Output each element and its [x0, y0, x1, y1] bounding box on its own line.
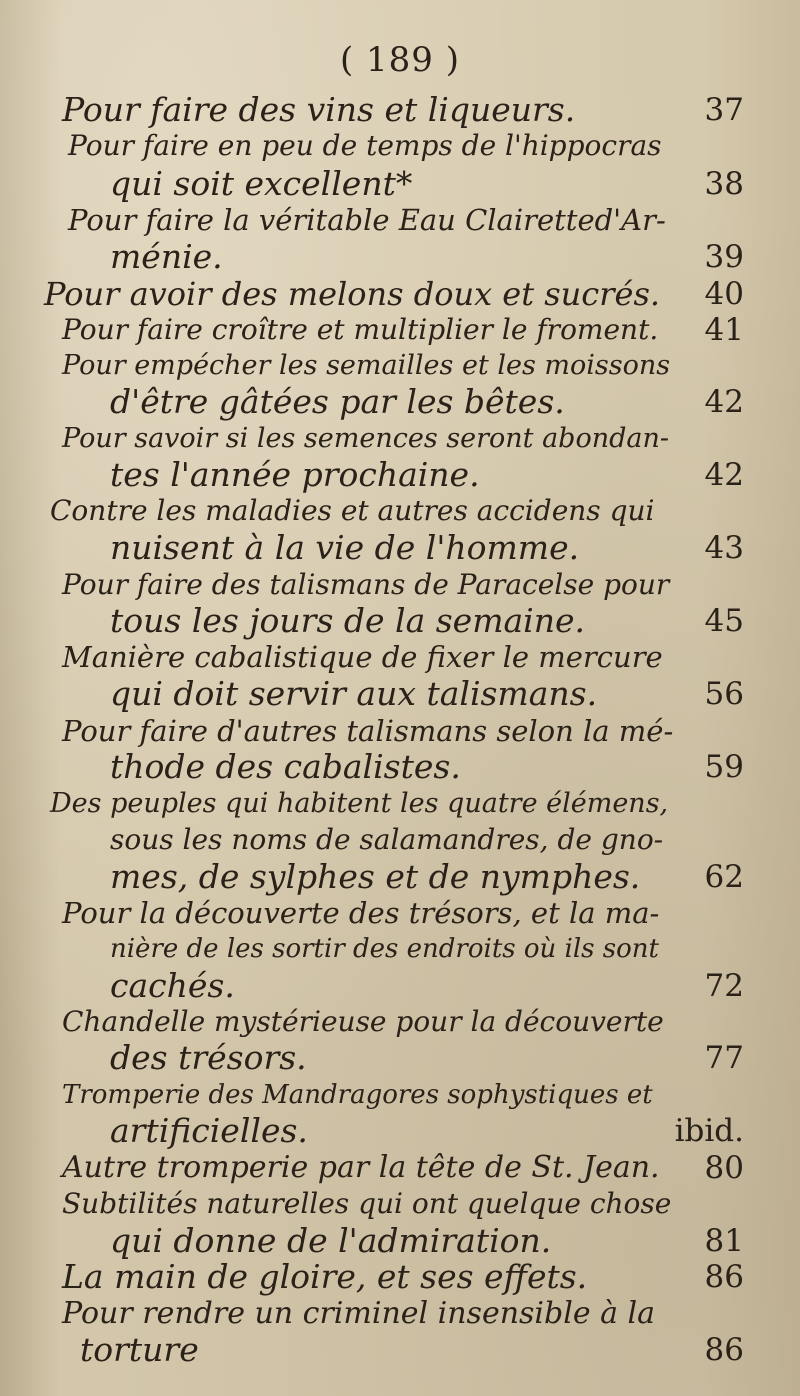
toc-entry-page: 38 [704, 166, 744, 202]
toc-entry-text: Pour faire croître et multiplier le froment. [62, 313, 659, 346]
toc-entry-text: Autre tromperie par la tête de St. Jean. [62, 1150, 660, 1185]
toc-entry-text: Contre les maladies et autres accidens qui [50, 494, 655, 527]
toc-entry-text: Des peuples qui habitent les quatre élémens, [50, 788, 669, 819]
toc-entry-page: 41 [704, 312, 744, 348]
toc-entry-page: 72 [704, 968, 744, 1004]
toc-entry-text: des trésors. [110, 1038, 307, 1077]
toc-entry-page: 39 [704, 239, 744, 275]
toc-entry-page: 81 [704, 1223, 744, 1259]
toc-entry-page: 86 [704, 1259, 744, 1295]
page-number: ( 189 ) [339, 40, 461, 80]
toc-entry-text: mes, de sylphes et de nymphes. [110, 857, 641, 896]
toc-entry-text: Manière cabalistique de fixer le mercure [62, 640, 663, 674]
toc-entry-page: 40 [704, 276, 744, 312]
toc-entry-text: Chandelle mystérieuse pour la découverte [62, 1005, 664, 1038]
toc-entry-page: 45 [704, 603, 744, 639]
toc-entry-text: tes l'année prochaine. [110, 455, 480, 494]
toc-entry-text: Pour empécher les semailles et les moissons [62, 350, 671, 381]
toc-entry-text: Subtilités naturelles qui ont quelque chose [62, 1187, 672, 1220]
toc-entry-text: thode des cabalistes. [110, 747, 461, 786]
toc-entry-page: 42 [704, 384, 744, 420]
toc-entry-page: ibid. [674, 1113, 744, 1149]
toc-entry-text: Pour faire en peu de temps de l'hippocras [68, 129, 662, 162]
toc-entry-text: qui donne de l'admiration. [110, 1221, 552, 1260]
toc-entry-text: Pour faire des talismans de Paracelse pour [62, 568, 670, 601]
toc-entry-text: torture [80, 1330, 199, 1369]
toc-entry-text: nière de les sortir des endroits où ils sont [110, 934, 659, 964]
toc-entry-page: 86 [704, 1332, 744, 1368]
toc-entry-text: qui soit excellent* [110, 164, 413, 203]
toc-entry-text: artificielles. [110, 1111, 308, 1150]
toc-entry-text: Pour faire la véritable Eau Clairetted'Ar- [68, 203, 666, 237]
toc-entry-text: Pour faire des vins et liqueurs. [62, 90, 576, 129]
toc-entry-text: ménie. [110, 237, 223, 276]
toc-entry-text: Pour la découverte des trésors, et la ma- [62, 896, 660, 930]
toc-entry-text: tous les jours de la semaine. [110, 601, 585, 640]
toc-entry-text: sous les noms de salamandres, de gno- [110, 823, 664, 856]
toc-entry-page: 42 [704, 457, 744, 493]
toc-entry-text: Pour savoir si les semences seront abondan- [62, 423, 669, 454]
toc-entry-page: 77 [704, 1040, 744, 1076]
toc-entry-text: d'être gâtées par les bêtes. [110, 382, 565, 421]
toc-entry-page: 62 [704, 859, 744, 895]
toc-entry-page: 43 [704, 530, 744, 566]
toc-entry-page: 56 [704, 676, 744, 712]
toc-entry-page: 59 [704, 749, 744, 785]
toc-entry-text: Pour rendre un criminel insensible à la [62, 1296, 656, 1331]
toc-entry-text: La main de gloire, et ses effets. [62, 1257, 588, 1296]
toc-entry [0, 1328, 800, 1372]
toc-entry-text: nuisent à la vie de l'homme. [110, 528, 580, 567]
toc-entry-page: 37 [704, 92, 744, 128]
toc-entry-page: 80 [704, 1150, 744, 1186]
toc-entry-text: Pour avoir des melons doux et sucrés. [44, 275, 661, 313]
toc-entry-text: Tromperie des Mandragores sophystiques et [62, 1080, 653, 1110]
toc-entry-text: qui doit servir aux talismans. [110, 674, 598, 713]
toc-entry-text: cachés. [110, 966, 235, 1005]
toc-entry-text: Pour faire d'autres talismans selon la mé- [62, 714, 674, 748]
